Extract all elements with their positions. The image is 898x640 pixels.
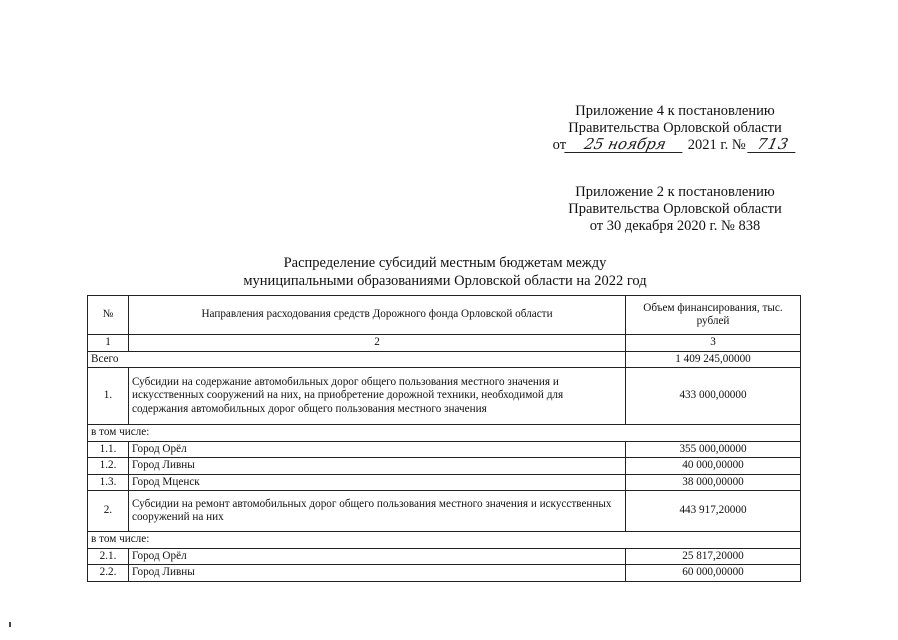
row-name: Город Мценск	[129, 474, 626, 491]
row-amount: 40 000,00000	[626, 458, 801, 475]
appendix-4-year: 2021 г. №	[687, 137, 746, 153]
table-header-row	[88, 296, 801, 335]
total-row	[88, 351, 801, 368]
handwritten-number: 713	[748, 137, 799, 153]
row-name: Город Ливны	[129, 458, 626, 475]
appendix-2-header	[550, 184, 800, 235]
appendix-4-prefix: от	[552, 137, 567, 153]
column-index-2: 2	[129, 335, 626, 352]
appendix-2-line3: от 30 декабря 2020 г. № 838	[589, 218, 761, 234]
section-num: 1.	[88, 368, 129, 425]
subheader-label: в том числе:	[88, 532, 801, 549]
column-index-3: 3	[626, 335, 801, 352]
subheader-row	[88, 425, 801, 442]
row-name: Город Орёл	[129, 441, 626, 458]
scan-edge-mark	[9, 622, 11, 627]
appendix-4-line2: Правительства Орловской области	[568, 120, 782, 136]
column-index-1: 1	[88, 335, 129, 352]
section-direction: Субсидии на ремонт автомобильных дорог общего пользования местного значения и искусственных сооружений на них	[129, 491, 626, 532]
row-amount: 25 817,20000	[626, 548, 801, 565]
column-index-row	[88, 335, 801, 352]
section-direction: Субсидии на содержание автомобильных дорог общего пользования местного значения и искусственных сооружений на них, на приобретение дорожной техники, необходимой для содержания автомобильных дорог общего пользования местного значения	[129, 368, 626, 425]
row-amount: 355 000,00000	[626, 441, 801, 458]
row-name: Город Ливны	[129, 565, 626, 582]
section-amount: 433 000,00000	[626, 368, 801, 425]
row-num: 1.2.	[88, 458, 129, 475]
handwritten-date: 25 ноября	[564, 137, 685, 153]
subheader-row	[88, 532, 801, 549]
document-title	[180, 254, 710, 290]
section-amount: 443 917,20000	[626, 491, 801, 532]
row-num: 2.2.	[88, 565, 129, 582]
table-row	[88, 565, 801, 582]
table-row	[88, 548, 801, 565]
row-num: 1.1.	[88, 441, 129, 458]
header-amount: Объем финансирования, тыс. рублей	[626, 296, 801, 335]
total-label: Всего	[88, 351, 626, 368]
subheader-label: в том числе:	[88, 425, 801, 442]
row-name: Город Орёл	[129, 548, 626, 565]
appendix-2-line2: Правительства Орловской области	[568, 201, 782, 217]
document-title-line1: Распределение субсидий местным бюджетам между	[283, 255, 607, 271]
appendix-4-line1: Приложение 4 к постановлению	[575, 103, 775, 119]
subsidy-table	[87, 295, 801, 582]
section-num: 2.	[88, 491, 129, 532]
document-title-line2: муниципальными образованиями Орловской области на 2022 год	[243, 273, 647, 289]
appendix-4-header	[550, 103, 800, 154]
header-direction: Направления расходования средств Дорожного фонда Орловской области	[129, 296, 626, 335]
table-row	[88, 474, 801, 491]
appendix-2-line1: Приложение 2 к постановлению	[575, 184, 775, 200]
appendix-4-line3	[550, 137, 800, 154]
row-amount: 60 000,00000	[626, 565, 801, 582]
total-amount: 1 409 245,00000	[626, 351, 801, 368]
table-row	[88, 458, 801, 475]
header-num: №	[88, 296, 129, 335]
table-row	[88, 441, 801, 458]
section-row	[88, 368, 801, 425]
row-num: 1.3.	[88, 474, 129, 491]
row-amount: 38 000,00000	[626, 474, 801, 491]
section-row	[88, 491, 801, 532]
row-num: 2.1.	[88, 548, 129, 565]
